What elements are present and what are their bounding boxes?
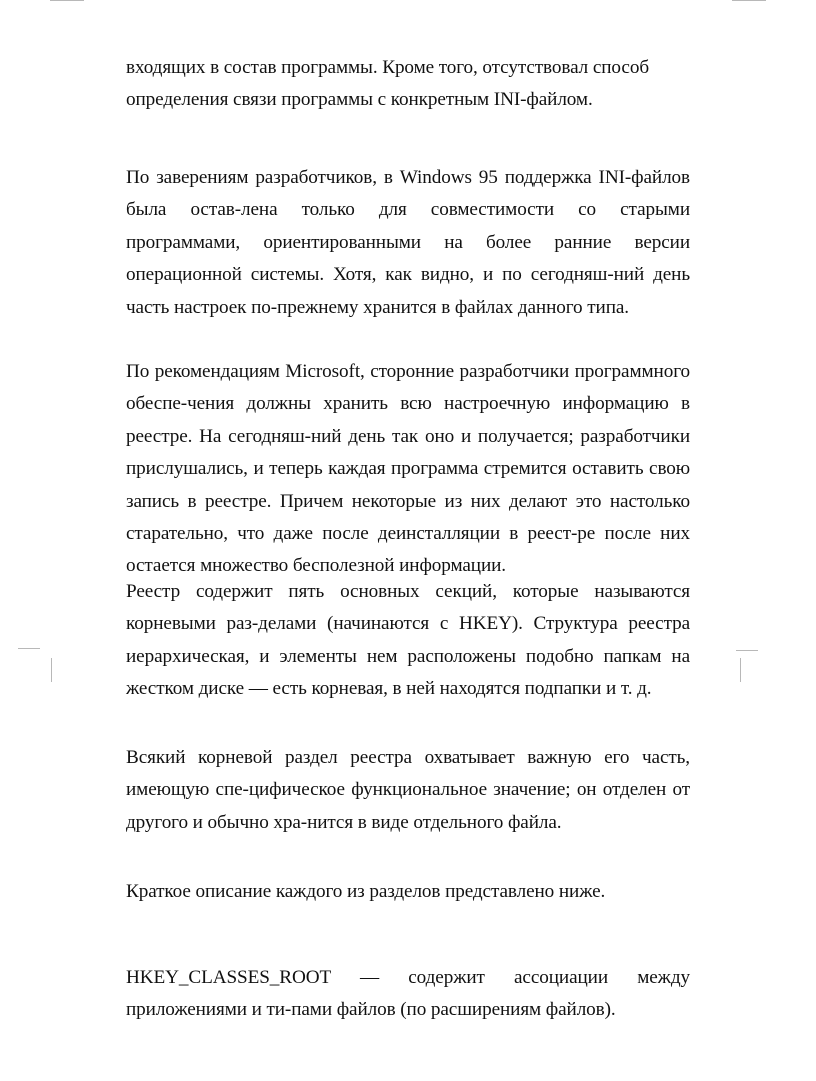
crop-mark-middle-right-vertical	[740, 658, 741, 682]
paragraph-sections-intro: Краткое описание каждого из разделов представлено ниже.	[126, 881, 606, 902]
crop-mark-middle-left-vertical	[51, 658, 52, 682]
paragraph-registry-sections: Реестр содержит пять основных секций, которые называются корневыми раз-делами (начинаются с HKEY). Структура реестра иерархическая, и элементы нем расположены подобно папкам на жестком диске — есть корневая, в ней находятся подпапки и т. д.	[126, 581, 690, 700]
paragraph-hkey-classes-root: HKEY_CLASSES_ROOT — содержит ассоциации между приложениями и ти-пами файлов (по расширениям файлов).	[126, 967, 690, 1021]
paragraph-windows95-ini-support: По заверениям разработчиков, в Windows 95 поддержка INI-файлов была остав-лена только для совместимости со старыми программами, ориентированными на более ранние версии операционной системы. Хотя, как видно, и по сегодняш-ний день часть настроек по-прежнему хранится в файлах данного типа.	[126, 167, 690, 318]
crop-mark-middle-left-horizontal	[18, 648, 40, 649]
crop-mark-middle-right-horizontal	[736, 650, 758, 651]
paragraph-microsoft-recommendations: По рекомендациям Microsoft, сторонние разработчики программного обеспе-чения должны хранить всю настроечную информацию в реестре. На сегодняш-ний день так оно и получается; разработчики прислушались, и теперь каждая программа стремится оставить свою запись в реестре. Причем некоторые из них делают это настолько старательно, что даже после деинсталляции в реест-ре после них остается множество бесполезной информации.	[126, 361, 690, 577]
crop-mark-top-right	[732, 0, 766, 1]
paragraph-ini-association: входящих в состав программы. Кроме того, отсутствовал способ определения связи программы с конкретным INI-файлом.	[126, 57, 649, 111]
crop-mark-top-left	[50, 0, 84, 1]
paragraph-root-key-description: Всякий корневой раздел реестра охватывает важную его часть, имеющую спе-цифическое функциональное значение; он отделен от другого и обычно хра-нится в виде отдельного файла.	[126, 747, 690, 833]
